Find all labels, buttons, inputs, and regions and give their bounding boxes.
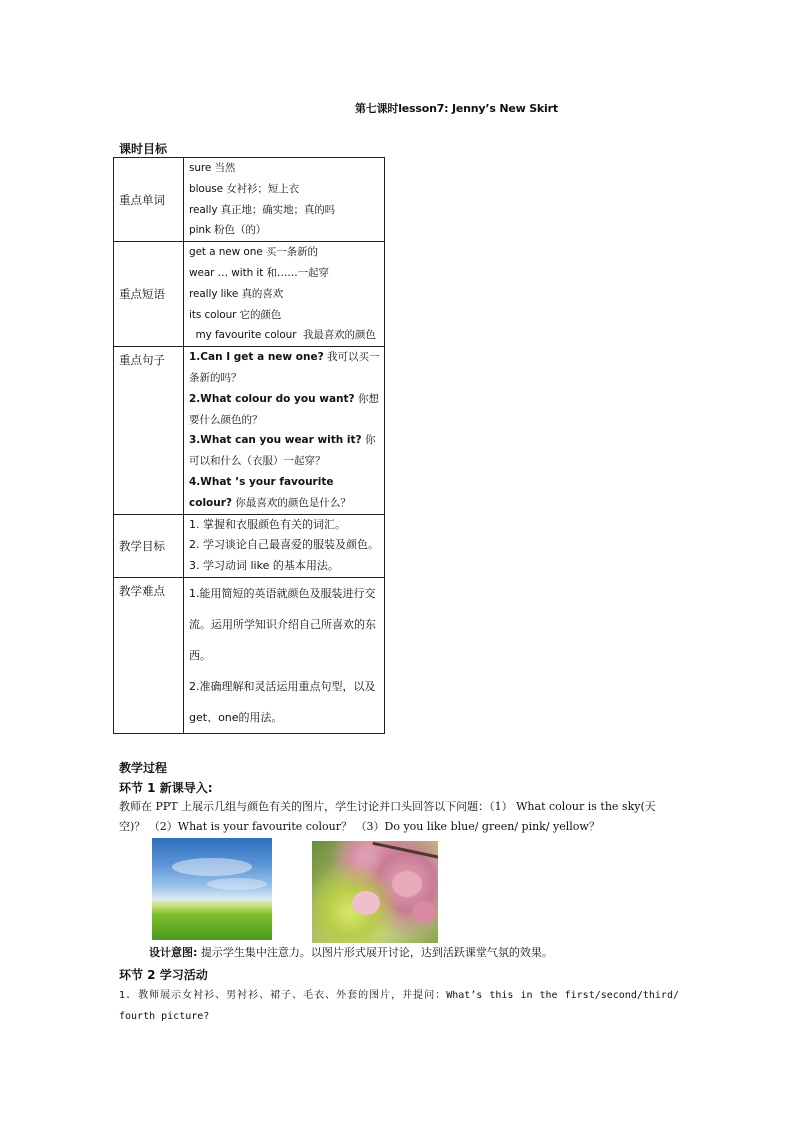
sentence-en: 3.What can you wear with it? [189,434,362,447]
design-intent-label: 设计意图: [149,946,198,959]
sentences-row [114,347,385,514]
step1-heading: 环节 1 新课导入: [119,781,213,795]
phrase-line: wear … with it 和……一起穿 [189,266,329,279]
design-intent [149,944,553,960]
step2-heading: 环节 2 学习活动 [119,968,208,982]
sentence-en: 2.What colour do you want? [189,392,355,405]
process-heading: 教学过程 [119,761,168,775]
sentence-en: 1.Can I get a new one? [189,351,324,364]
sentence-item [184,389,384,431]
phrases-row [114,242,385,347]
sentence-zh: 你最喜欢的颜色是什么？ [232,496,351,509]
lesson-goals-table [113,157,385,734]
sentence-zh: 你想要什么颜色的？ [189,392,379,426]
objective-line: 1. 掌握和衣服颜色有关的词汇。 [189,517,346,531]
sentences-cell [184,347,385,514]
design-intent-text: 提示学生集中注意力。以图片形式展开讨论，达到活跃课堂气氛的效果。 [197,946,553,959]
difficulty-line: 1.能用简短的英语就颜色及服装进行交流。运用所学知识介绍自己所喜欢的东西。 [189,586,376,662]
difficulties-row [114,577,385,733]
word-line: really 真正地；确实地；真的吗 [189,203,336,216]
step2-text: 1. 教师展示女衬衫、男衬衫、裙子、毛衣、外套的图片，并提问：What’s this in the first/second/third/ fourth picture? [119,990,679,1022]
words-label: 重点单词 [114,158,184,242]
phrase-line: my favourite colour 我最喜欢的颜色 [189,329,376,342]
sentences-label: 重点句子 [114,347,184,514]
phrases-cell [184,242,385,347]
page-title: 第七课时lesson7: Jenny’s New Skirt [355,102,558,115]
sentence-item [184,472,384,514]
phrase-line: really like 真的喜欢 [189,287,284,300]
objectives-row [114,514,385,577]
objectives-cell [184,514,385,577]
phrase-line: its colour 它的颜色 [189,308,282,321]
phrase-line: get a new one 买一条新的 [189,246,318,259]
phrases-label: 重点短语 [114,242,184,347]
sky-grass-photo [152,838,272,940]
word-line: sure 当然 [189,162,236,174]
sentence-zh: 你可以和什么（衣服）一起穿？ [189,434,376,468]
goals-heading: 课时目标 [119,142,168,156]
objectives-label: 教学目标 [114,514,184,577]
difficulties-label: 教学难点 [114,577,184,733]
sentence-item [184,347,384,389]
difficulties-cell [184,577,385,733]
step1-text: 教师在 PPT 上展示几组与颜色有关的图片，学生讨论并口头回答以下问题：（1） What colour is the sky(天空)？ （2）What is your favourite colour？ （3）Do you like blue/ green/ pink/ yellow？ [119,800,656,833]
word-line: pink 粉色（的） [189,224,267,237]
sentence-item [184,430,384,472]
sentence-en: 4.What ’s your favourite colour? [189,475,334,509]
words-cell [184,158,385,242]
word-line: blouse 女衬衫；短上衣 [189,182,300,195]
difficulty-line: 2.准确理解和灵活运用重点句型，以及 get、one的用法。 [189,679,376,724]
objective-line: 2. 学习谈论自己最喜爱的服装及颜色。 [189,538,379,552]
words-row [114,158,385,242]
objective-line: 3. 学习动词 like 的基本用法。 [189,559,339,573]
sentence-zh: 我可以买一条新的吗？ [189,351,380,384]
pink-blossom-photo [312,841,438,943]
